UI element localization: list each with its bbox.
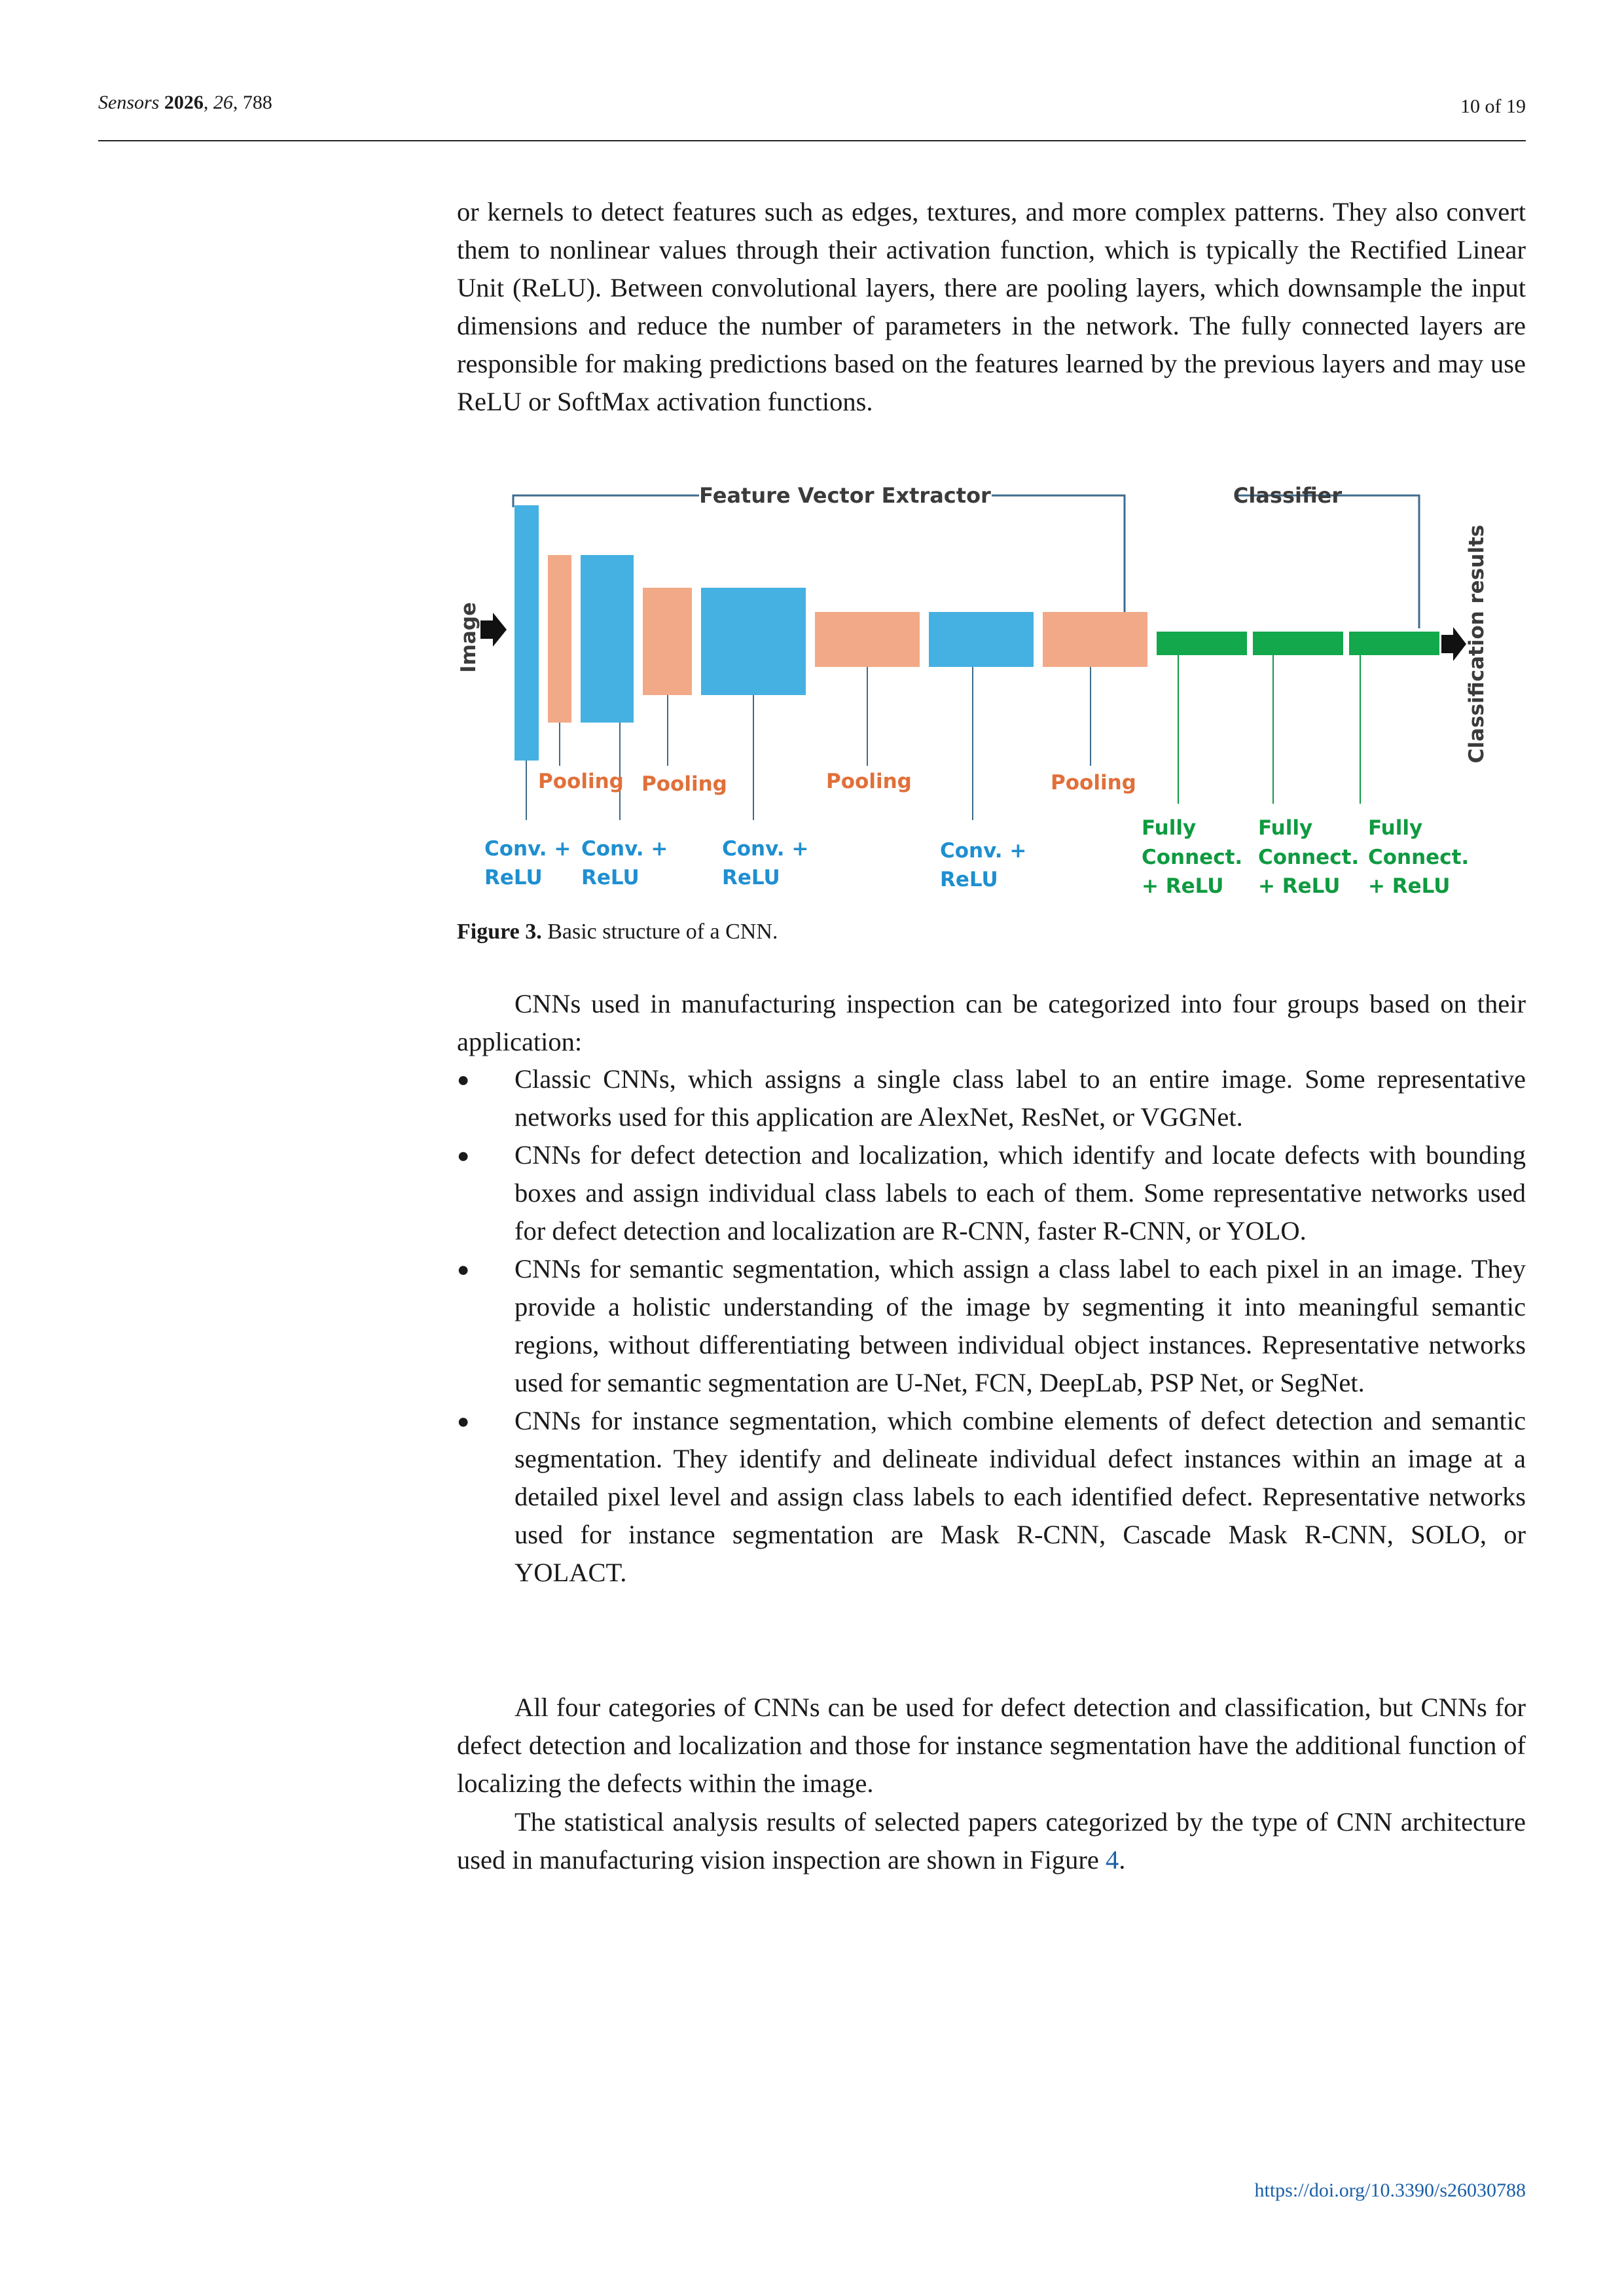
journal-volume: 26	[213, 92, 233, 113]
bullet-marker: ●	[457, 1257, 470, 1281]
fc-label-1-line3: + ReLU	[1142, 874, 1224, 898]
pool-layer-4	[1043, 612, 1147, 667]
list-item-text: Classic CNNs, which assigns a single class label to an entire image. Some representative networks used for this application are AlexNet, ResNet, or VGGNet.	[514, 1064, 1526, 1132]
article-number: 788	[242, 92, 272, 113]
fc-layer-2	[1253, 632, 1343, 655]
fc-label-1-line2: Connect.	[1142, 846, 1243, 869]
list-item-text: CNNs for defect detection and localization, which identify and locate defects with bounding boxes and assign individual class labels to each of them. Some representative networks used for defect detection and localization are R-CNN, faster R-CNN, or YOLO.	[514, 1140, 1526, 1246]
conv-label-1-line2: ReLU	[484, 866, 543, 889]
pooling-label-2: Pooling	[641, 772, 727, 796]
list-item	[457, 1402, 1526, 1592]
fc-label-2-line3: + ReLU	[1258, 874, 1341, 898]
conv-label-3-line1: Conv. +	[722, 837, 809, 861]
cnn-figure	[452, 458, 1499, 916]
list-item-text: CNNs for semantic segmentation, which assign a class label to each pixel in an image. They provide a holistic understanding of the image by segmenting it into meaningful semantic regions, without differentiating between individual object instances. Representative networks used for semantic segmentation are U-Net, FCN, DeepLab, PSP Net, or SegNet.	[514, 1254, 1526, 1397]
figure-caption-label: Figure 3.	[457, 920, 542, 944]
journal-name: Sensors	[98, 92, 160, 113]
feature-extractor-label: Feature Vector Extractor	[699, 483, 991, 508]
fc-label-3-line2: Connect.	[1368, 846, 1470, 869]
conv-label-2-line1: Conv. +	[581, 837, 668, 861]
conv-label-4-line1: Conv. +	[940, 839, 1027, 863]
classification-results-label: Classification results	[1465, 524, 1489, 764]
paragraph-statistics	[457, 1803, 1526, 1879]
conv-layer-1	[514, 505, 539, 761]
image-label: Image	[457, 602, 480, 673]
list-item	[457, 1250, 1526, 1402]
fc-label-2-line1: Fully	[1258, 816, 1313, 840]
classifier-label: Classifier	[1233, 483, 1343, 508]
pooling-label-3: Pooling	[826, 770, 912, 793]
figure-caption	[457, 920, 778, 944]
fc-layer-1	[1157, 632, 1247, 655]
pooling-label-4: Pooling	[1051, 771, 1136, 795]
pool-layer-2	[643, 588, 692, 695]
conv-layer-2	[581, 555, 634, 723]
paragraph-intro: or kernels to detect features such as edges, textures, and more complex patterns. They also convert them to nonlinear values through their activation function, which is typically the Rectified Linear Unit (ReLU). Between convolutional layers, there are pooling layers, which downsample the input dimensions and reduce the number of parameters in the network. The fully connected layers are responsible for making predictions based on the features learned by the previous layers and may use ReLU or SoftMax activation functions.	[457, 197, 1526, 416]
paragraph-groups: CNNs used in manufacturing inspection can be categorized into four groups based on their application:	[457, 989, 1526, 1056]
figure-4-link[interactable]: 4	[1105, 1845, 1119, 1874]
output-arrow	[1441, 627, 1466, 661]
list-item	[457, 1060, 1526, 1136]
fc-label-1-line1: Fully	[1142, 816, 1197, 840]
pooling-label-1: Pooling	[538, 770, 624, 793]
figure-caption-text: Basic structure of a CNN.	[547, 920, 778, 944]
fc-label-2-line2: Connect.	[1258, 846, 1360, 869]
pool-layer-1	[548, 555, 571, 723]
fc-label-3-line1: Fully	[1368, 816, 1423, 840]
fc-label-3-line3: + ReLU	[1368, 874, 1451, 898]
statistics-end: .	[1119, 1845, 1126, 1874]
conv-label-1-line1: Conv. +	[484, 837, 571, 861]
doi-link[interactable]: https://doi.org/10.3390/s26030788	[1254, 2179, 1526, 2201]
conv-layer-3	[701, 588, 806, 695]
conv-label-4-line2: ReLU	[940, 868, 998, 891]
list-item	[457, 1136, 1526, 1250]
list-item-text: CNNs for instance segmentation, which combine elements of defect detection and semantic segmentation. They identify and delineate individual defect instances within an image at a detailed pixel level and assign class labels to each identified defect. Representative networks used for instance segmentation are Mask R-CNN, Cascade Mask R-CNN, SOLO, or YOLACT.	[514, 1406, 1526, 1587]
cnn-category-list	[457, 1060, 1526, 1592]
input-arrow	[480, 613, 507, 647]
bullet-marker: ●	[457, 1409, 470, 1433]
running-header: Sensors 2026, 26, 788	[98, 92, 272, 113]
journal-year: 2026	[164, 92, 204, 113]
fc-layer-3	[1349, 632, 1439, 655]
conv-label-3-line2: ReLU	[722, 866, 780, 889]
page-number: 10 of 19	[1460, 96, 1526, 117]
header-rule	[98, 140, 1526, 141]
conv-label-2-line2: ReLU	[581, 866, 640, 889]
bullet-marker: ●	[457, 1143, 470, 1167]
statistics-text: The statistical analysis results of selected papers categorized by the type of CNN architecture used in manufacturing vision inspection are shown in Figure	[457, 1807, 1526, 1874]
bullet-marker: ●	[457, 1067, 470, 1091]
paragraph-all-four: All four categories of CNNs can be used for defect detection and classification, but CNNs for defect detection and localization and those for instance segmentation have the additional function of localizing the defects within the image.	[457, 1693, 1526, 1798]
pool-layer-3	[815, 612, 920, 667]
conv-layer-4	[929, 612, 1034, 667]
